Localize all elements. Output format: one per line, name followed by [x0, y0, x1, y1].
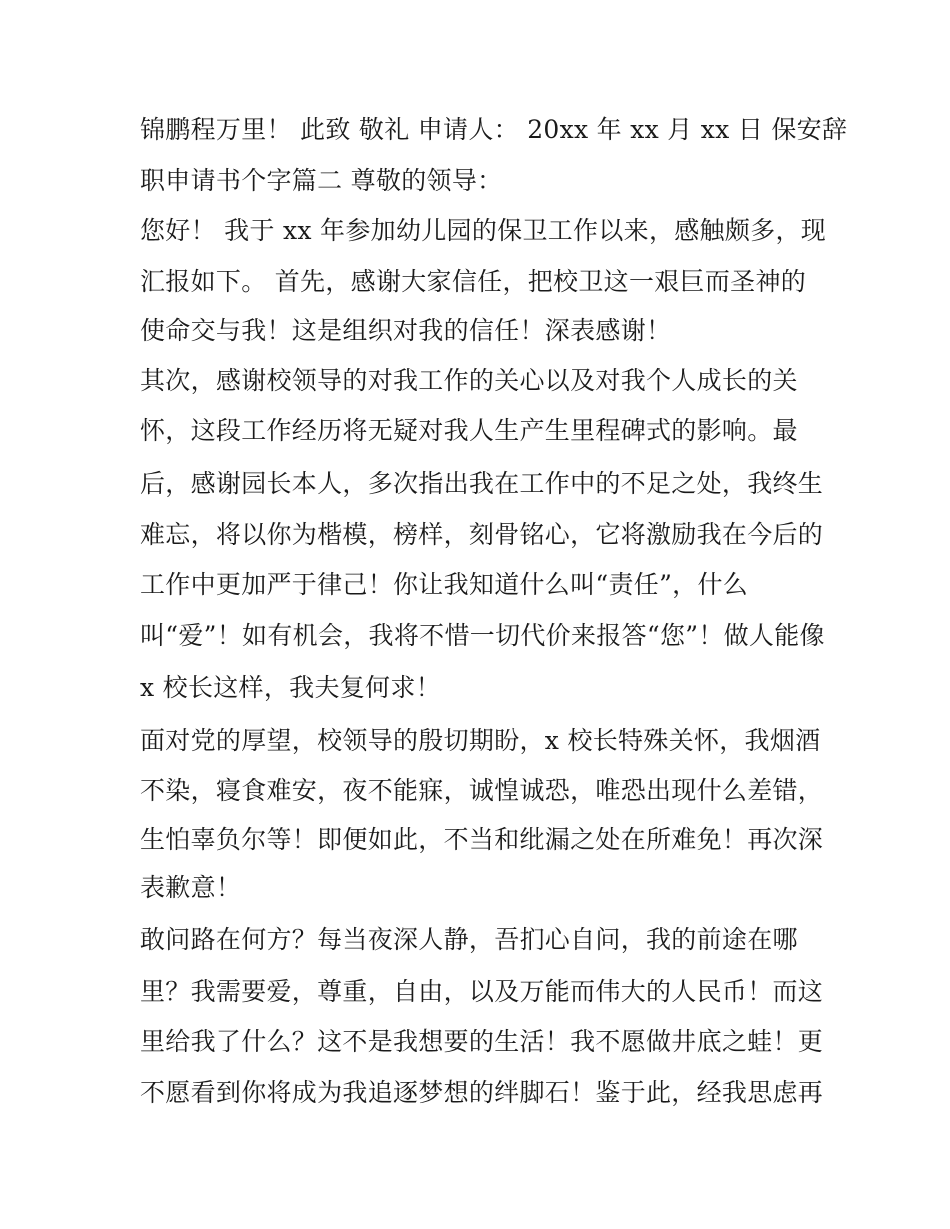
text-line: 怀，这段工作经历将无疑对我人生产生里程碑式的影响。最 — [140, 416, 798, 445]
text-line: 您好！ 我于 xx 年参加幼儿园的保卫工作以来，感触颇多，现 — [140, 216, 827, 245]
text-line: 不染，寝食难安，夜不能寐，诚惶诚恐，唯恐出现什么差错， — [140, 776, 824, 805]
text-line: 后，感谢园长本人，多次指出我在工作中的不足之处，我终生 — [140, 469, 824, 498]
text-line: 面对党的厚望，校领导的殷切期盼，x 校长特殊关怀，我烟酒 — [140, 726, 821, 755]
text-line: 表歉意！ — [140, 873, 242, 902]
text-line: 里给我了什么？这不是我想要的生活！我不愿做井底之蛙！更 — [140, 1027, 824, 1056]
text-line: 职申请书个字篇二 尊敬的领导： — [140, 166, 503, 195]
text-line: 敢问路在何方？每当夜深人静，吾扪心自问，我的前途在哪 — [140, 925, 798, 954]
text-line: 工作中更加严于律己！你让我知道什么叫“责任”，什么 — [140, 570, 749, 599]
text-line: 生怕辜负尔等！即便如此，不当和纰漏之处在所难免！再次深 — [140, 825, 824, 854]
text-line: 难忘，将以你为楷模，榜样，刻骨铭心，它将激励我在今后的 — [140, 520, 824, 549]
text-line: 不愿看到你将成为我追逐梦想的绊脚石！鉴于此，经我思虑再 — [140, 1078, 824, 1107]
text-line: 叫“爱”！如有机会，我将不惜一切代价来报答“您”！做人能像 — [140, 621, 825, 650]
text-line: 使命交与我！这是组织对我的信任！深表感谢！ — [140, 316, 672, 345]
text-line: 汇报如下。 首先，感谢大家信任，把校卫这一艰巨而圣神的 — [140, 267, 807, 296]
text-line: 里？我需要爱，尊重，自由，以及万能而伟大的人民币！而这 — [140, 977, 824, 1006]
text-line: x 校长这样，我夫复何求！ — [140, 673, 441, 702]
text-line: 锦鹏程万里！ 此致 敬礼 申请人： 20xx 年 xx 月 xx 日 保安辞 — [140, 115, 848, 144]
text-line: 其次，感谢校领导的对我工作的关心以及对我个人成长的关 — [140, 366, 798, 395]
